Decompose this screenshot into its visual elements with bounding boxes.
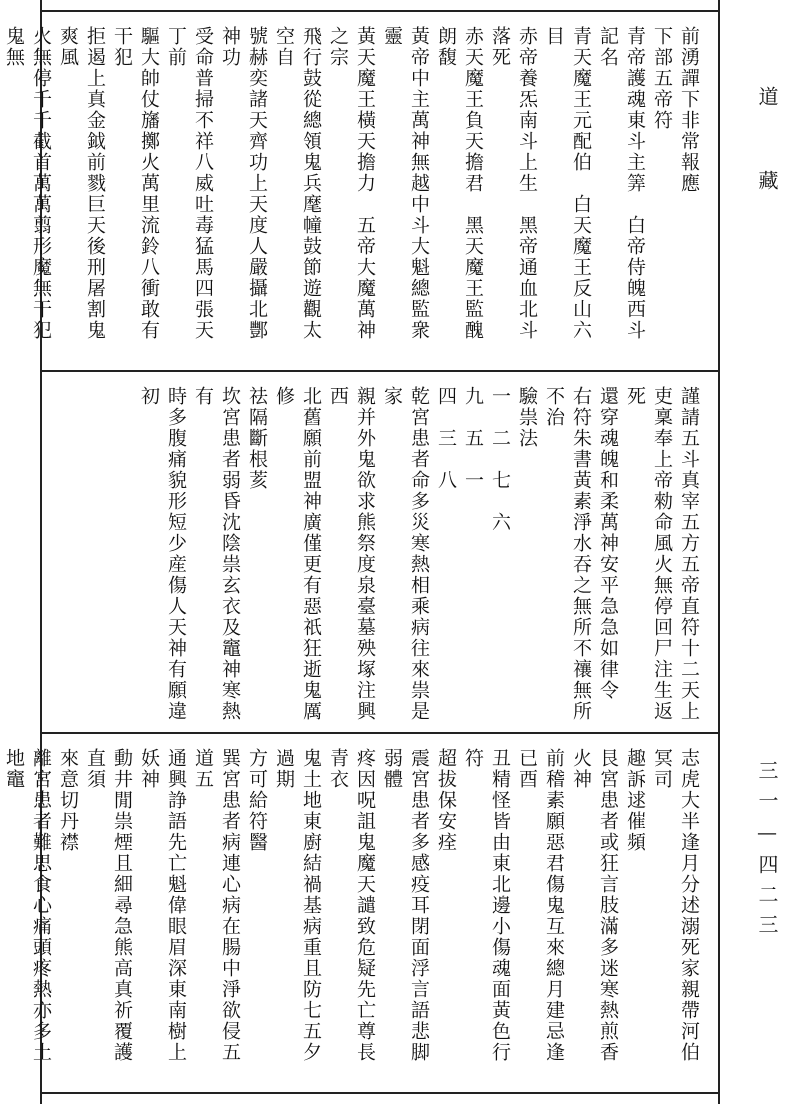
top-text-block <box>3 10 720 370</box>
bot-block-column: 震宮患者多感疫耳閉面浮言語悲脚弱體 <box>381 748 430 1063</box>
margin-collection-char-2: 藏 <box>755 170 779 196</box>
bot-block-column: 通興諍語先亡魁偉眼眉深東南樹上妖神 <box>138 748 187 1063</box>
top-block-column: 下部五帝符 <box>651 26 673 131</box>
mid-block-column: 一 二 七 六 <box>489 386 511 533</box>
bot-block-column: 巽宮患者病連心病在腸中淨欲侵五道五 <box>192 748 241 1063</box>
margin-page-number: 三一—四二三 <box>755 760 779 944</box>
margin-collection-title <box>753 86 782 112</box>
top-block-column: 拒遏上真金鉞前戮巨天後刑屠割鬼爽風 <box>57 26 106 341</box>
bot-block-column: 方可給符醫 <box>246 748 268 853</box>
bot-block-column: 鬼土地東廚結禍基病重且防七五夕過期 <box>273 748 322 1063</box>
mid-block-column: 九 五 一 <box>462 386 484 491</box>
bot-block-column: 超拔保安痊 <box>435 748 457 853</box>
top-block-column: 驅大帥仗旛擲火萬里流鈴八衝敢有干犯 <box>111 26 160 341</box>
bot-block-column: 疼因呪詛鬼魔天譴致危疑先亡尊長青衣 <box>327 748 376 1063</box>
top-block-column: 青帝護魂東斗主筭 白帝侍魄西斗記名 <box>597 26 646 341</box>
top-columns <box>3 26 702 360</box>
mid-block-column: 四 三 八 <box>435 386 457 491</box>
mid-block-column: 乾宮患者命多災寒熱相乘病往來祟是家 <box>381 386 430 722</box>
bot-block-column: 丑精怪皆由東北邊小傷魂面黃色行符 <box>462 748 511 1063</box>
top-block-column: 赤帝養炁南斗上生 黑帝通血北斗落死 <box>489 26 538 341</box>
bot-block-column: 離宮患者難思食心痛頭疼熱亦多土地竈 <box>3 748 52 1063</box>
top-block-column: 火無停千千截首萬萬翦形魔無干犯鬼無 <box>3 26 52 341</box>
mid-block-column: 驗祟法 <box>516 386 538 449</box>
top-block-column: 前湧譂下非常報應 <box>678 26 700 194</box>
top-block-column: 受命普掃不祥八威吐毒猛馬四張天丁前 <box>165 26 214 341</box>
middle-columns <box>58 386 702 722</box>
top-block-column: 青天魔王元配伯 白天魔王反山六目 <box>543 26 592 341</box>
mid-block-column: 還穿魂魄和柔萬神安平急急如律令 <box>597 386 619 701</box>
bottom-columns <box>3 748 702 1082</box>
mid-block-column: 不治 <box>543 386 565 428</box>
mid-block-column: 右符朱書黃素淨水吞之無所不禳無所 <box>570 386 592 722</box>
bot-block-column: 趣訴逑催頻 <box>624 748 646 853</box>
margin-collection-title-2 <box>753 170 782 196</box>
mid-block-column: 祛隔斷根荄 <box>246 386 268 491</box>
bot-block-column: 來意切丹襟 <box>57 748 79 853</box>
mid-block-column: 時多腹痛貌形短少産傷人天神有願違初 <box>138 386 187 722</box>
mid-block-column: 坎宮患者弱昏沈陰祟玄衣及竈神寒熱有 <box>192 386 241 722</box>
bot-block-column: 動井閒祟煙且細尋急熊高真祈覆護直須 <box>84 748 133 1063</box>
top-block-column: 赤天魔王負天擔君 黑天魔王監醜朗馥 <box>435 26 484 341</box>
top-block-column: 黃帝中主萬神無越中斗大魁總監衆靈 <box>381 26 430 341</box>
bottom-text-block <box>3 732 720 1094</box>
mid-block-column: 親并外鬼欲求熊祭度泉臺墓殃塚注興西 <box>327 386 376 722</box>
middle-text-block <box>40 370 720 732</box>
mid-block-column: 吏稟奉上帝勑命風火無停回尸注生返死 <box>624 386 673 722</box>
top-block-column: 號赫奕諸天齊功上天度人嚴攝北酆神功 <box>219 26 268 341</box>
top-block-column: 黃天魔王橫天擔力 五帝大魔萬神之宗 <box>327 26 376 341</box>
mid-block-column: 北舊願前盟神廣僅更有惡祇狂逝鬼厲修 <box>273 386 322 722</box>
bot-block-column: 志虎大半逢月分述溺死家親帶河伯冥司 <box>651 748 700 1063</box>
margin-collection-char-1: 道 <box>755 86 779 112</box>
bot-block-column: 前稽素願惡君傷鬼互來總月建忌逢已酉 <box>516 748 565 1063</box>
mid-block-column: 謹請五斗真宰五方五帝直符十二天上 <box>678 386 700 722</box>
top-block-column: 飛行鼓從總領鬼兵麾幢鼓節遊觀太空自 <box>273 26 322 341</box>
bot-block-column: 艮宮患者或狂言肢滿多迷寒熱煎香火神 <box>570 748 619 1063</box>
